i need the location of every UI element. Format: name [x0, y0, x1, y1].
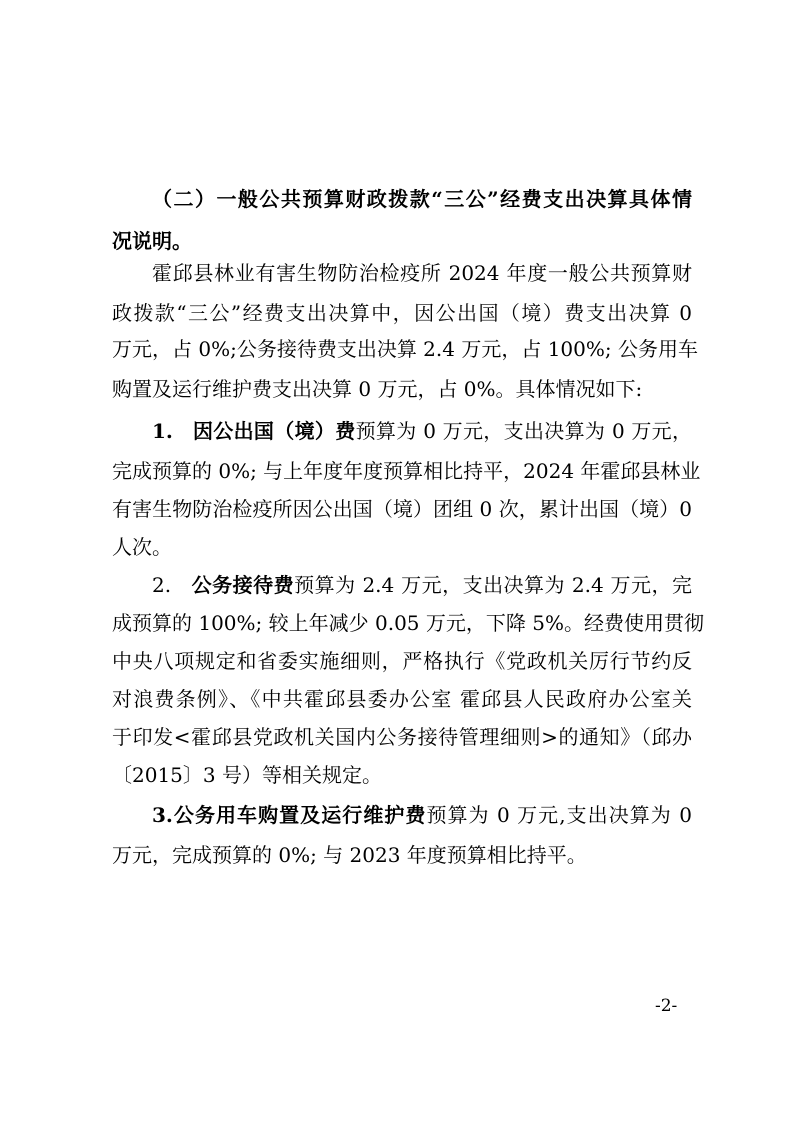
item-2-line-1: [152, 570, 692, 600]
item-1-line-1: [152, 416, 692, 446]
intro-paragraph-line-1: 霍邱县林业有害生物防治检疫所 2024 年度一般公共预算财: [152, 261, 692, 285]
intro-paragraph-line-2: 政拨款“三公”经费支出决算中，因公出国（境）费支出决算 0: [112, 301, 692, 325]
item-3-line-2: 万元，完成预算的 0%; 与 2023 年度预算相比持平。: [112, 843, 587, 867]
intro-paragraph-line-4: 购置及运行维护费支出决算 0 万元，占 0%。具体情况如下:: [112, 377, 643, 401]
item-1-number: 1.: [152, 419, 173, 443]
intro-paragraph-line-3: 万元，占 0%;公务接待费支出决算 2.4 万元，占 100%; 公务用车: [112, 337, 698, 361]
page-number: -2-: [655, 996, 678, 1016]
section-heading-line-2: 况说明。: [112, 229, 192, 253]
item-3-line-1: [152, 800, 692, 830]
item-2-title: 公务接待费: [191, 573, 295, 597]
item-3-title: 3.公务用车购置及运行维护费: [152, 803, 427, 827]
item-2-number: 2.: [152, 573, 172, 597]
item-1-title: 因公出国（境）费: [192, 419, 356, 443]
item-2-line-4: 对浪费条例》、《中共霍邱县委办公室 霍邱县人民政府办公室关: [112, 687, 692, 711]
item-2-line-3: 中央八项规定和省委实施细则，严格执行《党政机关厉行节约反: [112, 649, 692, 673]
item-3-line-1-text: 预算为 0 万元,支出决算为 0: [426, 803, 692, 827]
item-2-line-5: 于印发<霍邱县党政机关国内公务接待管理细则>的通知》（邱办: [112, 725, 692, 749]
item-1-line-1-text: 预算为 0 万元，支出决算为 0 万元，: [355, 419, 693, 443]
item-1-line-3: 有害生物防治检疫所因公出国（境）团组 0 次，累计出国（境）0: [112, 497, 692, 521]
section-heading-line-1: （二）一般公共预算财政拨款“三公”经费支出决算具体情: [152, 187, 692, 211]
item-1-line-4: 人次。: [112, 535, 172, 559]
item-2-line-1-text: 预算为 2.4 万元，支出决算为 2.4 万元，完: [294, 573, 693, 597]
item-1-line-2: 完成预算的 0%; 与上年度年度预算相比持平，2024 年霍邱县林业: [112, 459, 701, 483]
item-2-line-6: 〔2015〕3 号）等相关规定。: [112, 763, 382, 787]
item-2-line-2: 成预算的 100%; 较上年减少 0.05 万元，下降 5%。经费使用贯彻: [112, 611, 704, 635]
